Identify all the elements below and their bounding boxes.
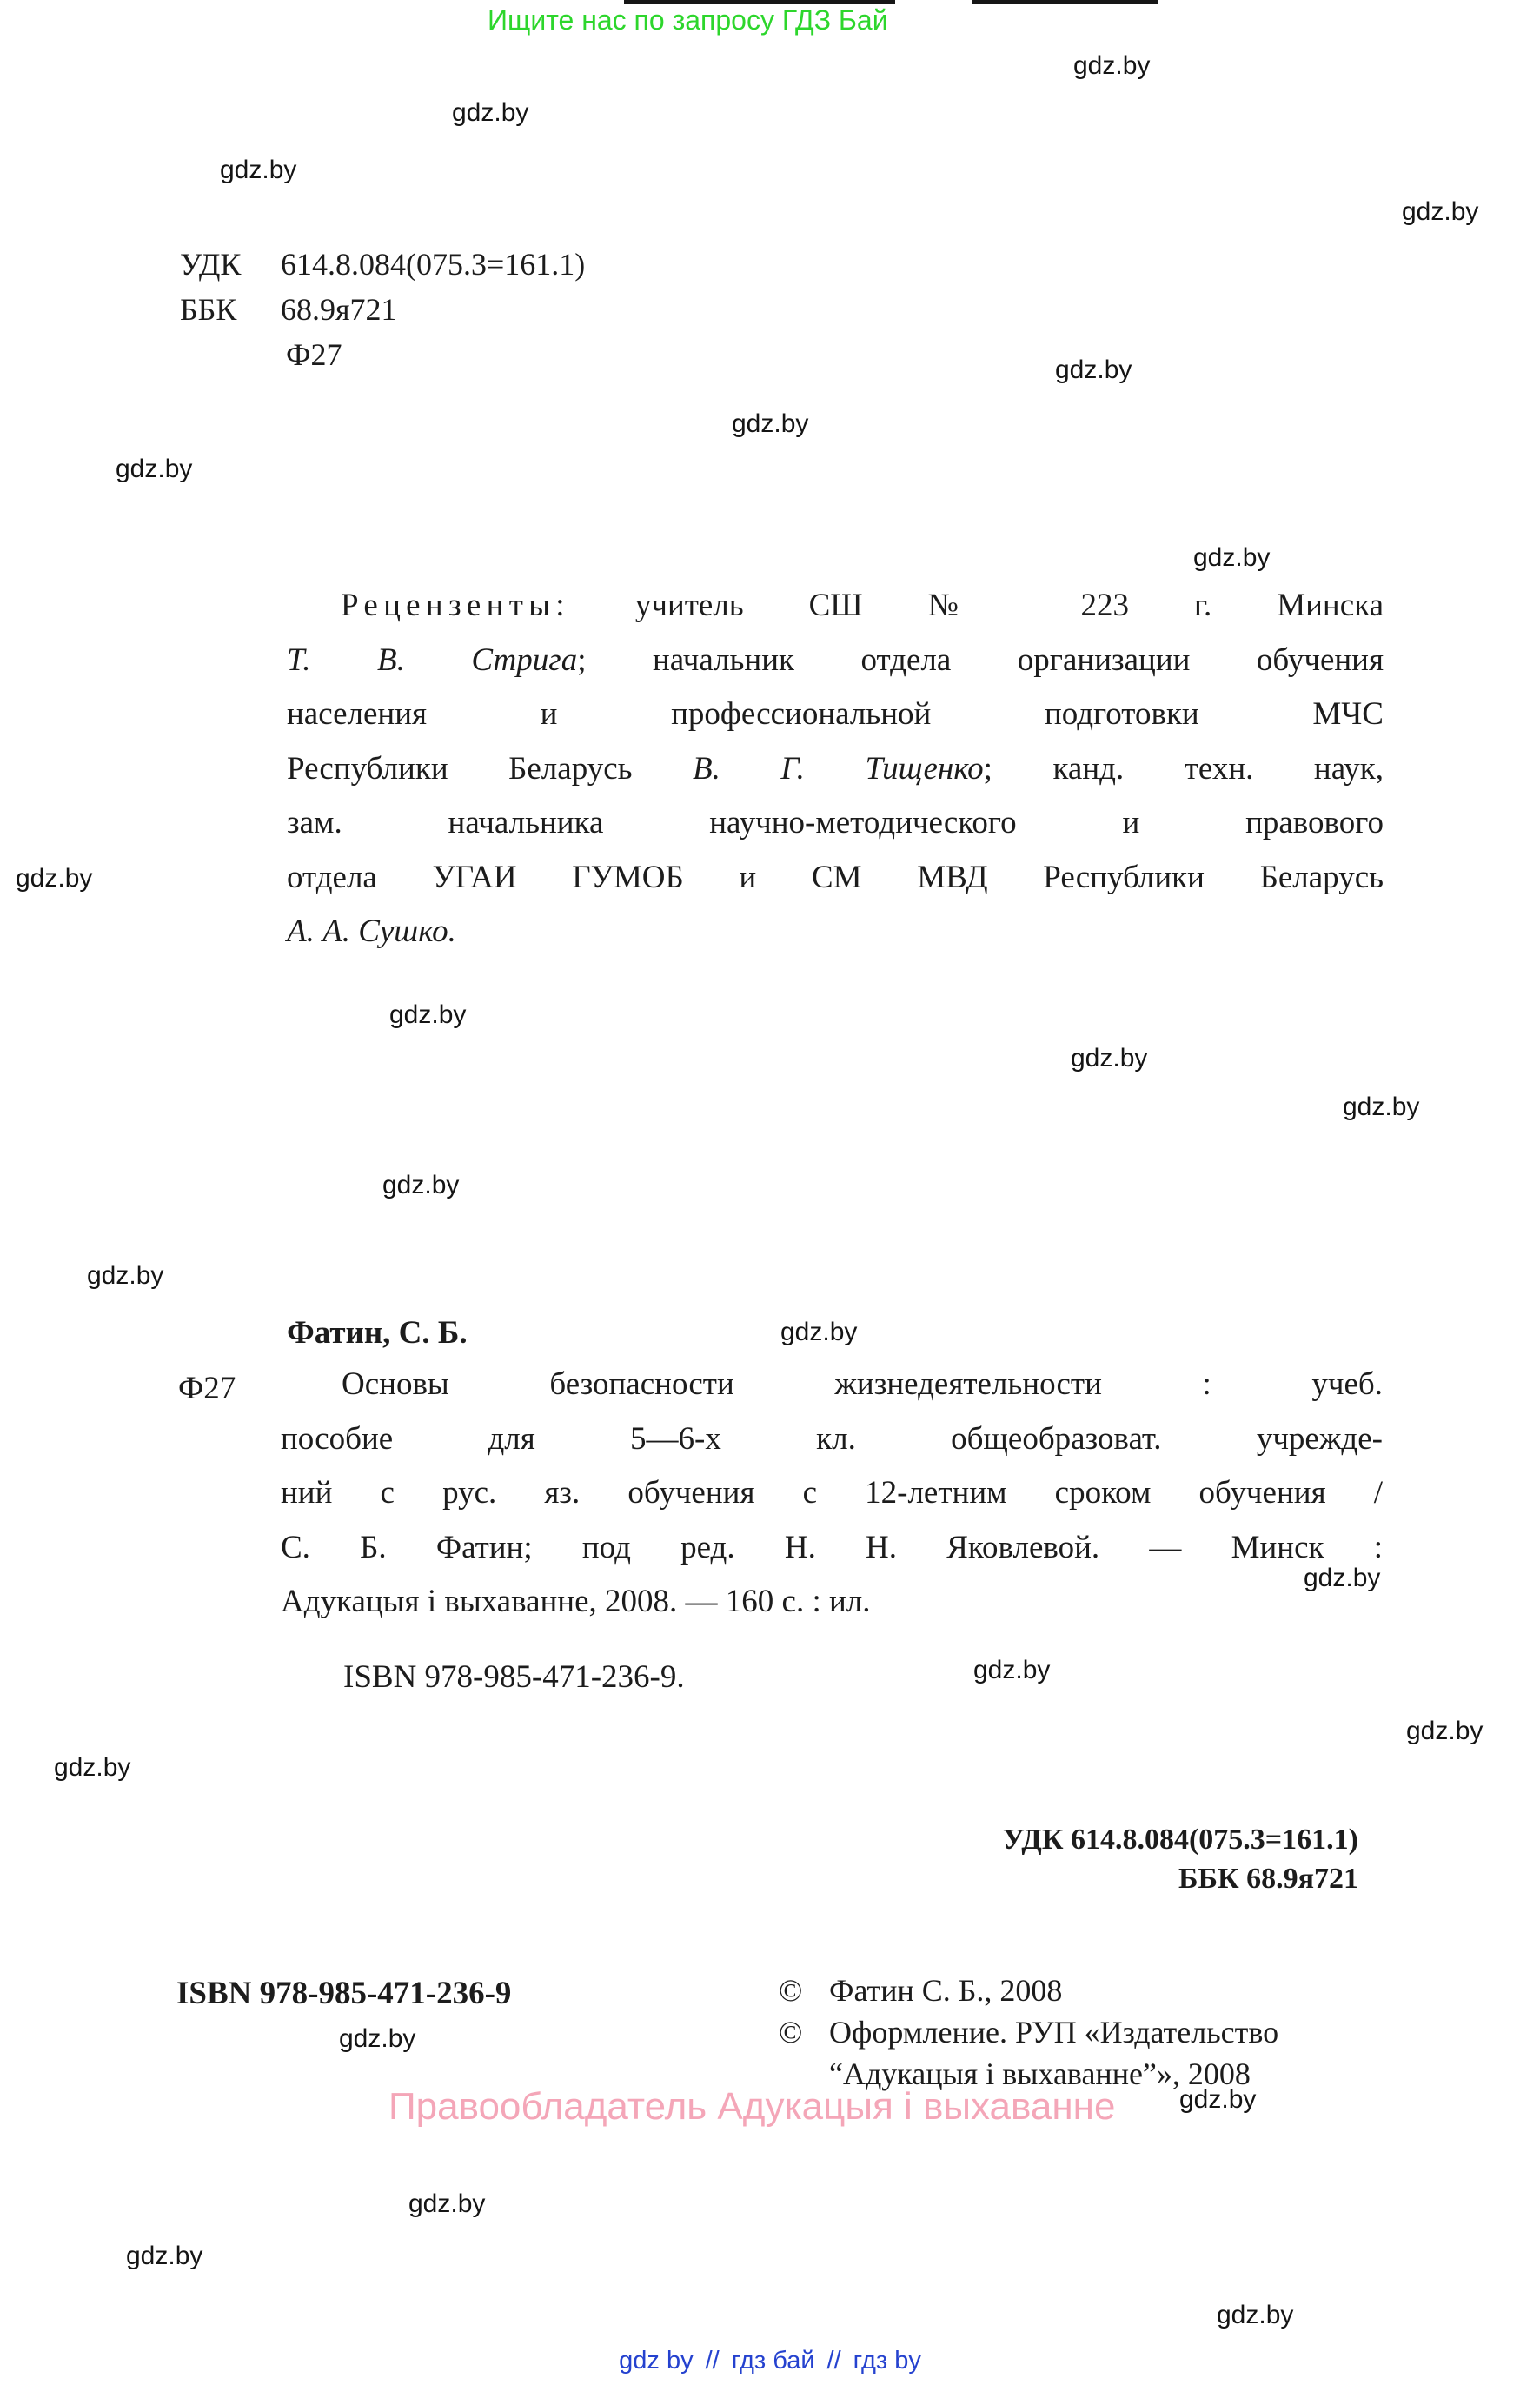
text-segment: зам. начальника научно-методического и правового [287,805,1384,840]
reviewers-line [287,905,1384,960]
text-segment: С. Б. Фатин; под ред. Н. Н. Яковлевой. — Минск : [281,1529,1383,1565]
watermark: gdz.by [339,2024,416,2053]
watermark: gdz.by [780,1318,858,1346]
author-sign: Ф27 [286,337,342,372]
text-segment: Рецензенты: [341,588,570,623]
classification-top [180,242,585,377]
watermark: gdz.by [389,1000,467,1029]
watermark: gdz.by [1217,2301,1294,2329]
watermark: gdz.by [54,1753,131,1782]
copyright-line [779,1970,1278,2011]
text-segment: ний с рус. яз. обучения с 12-летним сроком обучения / [281,1475,1383,1511]
scan-artifact [972,0,1158,4]
text-segment: ; начальник отдела организации обучения [577,641,1384,678]
text-segment: Адукацыя і выхаванне, 2008. — 160 с. : ил. [281,1584,871,1619]
catalog-line [281,1575,1383,1630]
catalog-line [281,1412,1383,1467]
watermark: gdz.by [220,156,297,184]
copyright-symbol: © [779,1973,803,2008]
catalog-description [281,1358,1383,1630]
text-segment: ; канд. техн. наук, [983,750,1384,787]
footer-separator: // [705,2347,720,2375]
reviewers-line [287,688,1384,742]
copyright-text: Фатин С. Б., 2008 [829,1973,1063,2008]
watermark: gdz.by [1304,1564,1381,1592]
reviewers-line [287,634,1384,688]
watermark: gdz.by [1073,51,1151,80]
text-segment: А. А. Сушко. [287,913,456,949]
watermark: gdz.by [732,409,809,438]
watermark: gdz.by [408,2189,486,2218]
udk-label: УДК [180,247,242,282]
watermark: gdz.by [1193,543,1271,572]
watermark: gdz.by [382,1171,460,1199]
reviewers-paragraph [287,579,1384,960]
footer-links [0,2347,1540,2375]
text-segment: населения и профессиональной подготовки МЧС [287,696,1384,732]
text-segment: учитель СШ № 223 г. Минска [569,588,1384,623]
catalog-author: Фатин, С. Б. [287,1315,468,1351]
copyright-block [779,1970,1278,2095]
footer-separator: // [826,2347,841,2375]
promo-text: Ищите нас по запросу ГДЗ Бай [488,4,888,36]
text-segment: Т. В. Стрига [287,641,578,678]
udk-bottom: УДК 614.8.084(075.3=161.1) [1002,1824,1358,1856]
reviewers-line [287,851,1384,906]
catalog-author-sign: Ф27 [178,1371,236,1406]
text-segment: пособие для 5—6-х кл. общеобразоват. учрежде- [281,1420,1383,1457]
empty-cell [180,332,281,377]
watermark: gdz.by [116,455,193,483]
bbk-label: ББК [180,292,237,327]
text-segment: Республики Беларусь [287,750,694,787]
text-segment: отдела УГАИ ГУМОБ и СМ МВД Республики Беларусь [287,859,1384,895]
reviewers-line [287,579,1384,634]
catalog-line [281,1466,1383,1521]
watermark: gdz.by [16,864,93,893]
reviewers-line [287,742,1384,797]
isbn-line: ISBN 978-985-471-236-9. [343,1659,685,1695]
watermark: gdz.by [452,98,529,127]
udk-value: 614.8.084(075.3=161.1) [281,247,586,282]
watermark: gdz.by [87,1261,164,1290]
watermark: gdz.by [973,1656,1051,1684]
watermark: gdz.by [1179,2085,1257,2114]
watermark: gdz.by [1402,197,1479,226]
bbk-row [180,287,585,332]
copyright-text: “Адукацыя і выхаванне”», 2008 [829,2056,1251,2091]
catalog-line [281,1521,1383,1576]
footer-link[interactable]: гдз by [853,2347,921,2375]
author-sign-row [180,332,585,377]
rights-holder: Правообладатель Адукацыя і выхаванне [388,2085,1116,2128]
reviewers-line [287,796,1384,851]
bbk-value: 68.9я721 [281,292,397,327]
watermark: gdz.by [126,2242,203,2270]
watermark: gdz.by [1071,1044,1148,1073]
text-segment: В. Г. Тищенко [693,750,984,787]
copyright-symbol: © [779,2015,803,2050]
footer-link[interactable]: gdz by [619,2347,694,2375]
classification-bottom [1003,1820,1358,1898]
text-segment: Основы безопасности жизнедеятельности : учеб. [342,1366,1383,1402]
watermark: gdz.by [1055,355,1132,384]
udk-row [180,242,585,287]
footer-link[interactable]: гдз бай [731,2347,815,2375]
watermark: gdz.by [1406,1717,1484,1745]
bbk-bottom: ББК 68.9я721 [1178,1863,1358,1895]
copyright-line [779,2011,1278,2053]
catalog-line [281,1358,1383,1412]
copyright-text: Оформление. РУП «Издательство [829,2015,1279,2050]
watermark: gdz.by [1343,1093,1420,1121]
imprint-isbn: ISBN 978-985-471-236-9 [176,1976,512,2011]
